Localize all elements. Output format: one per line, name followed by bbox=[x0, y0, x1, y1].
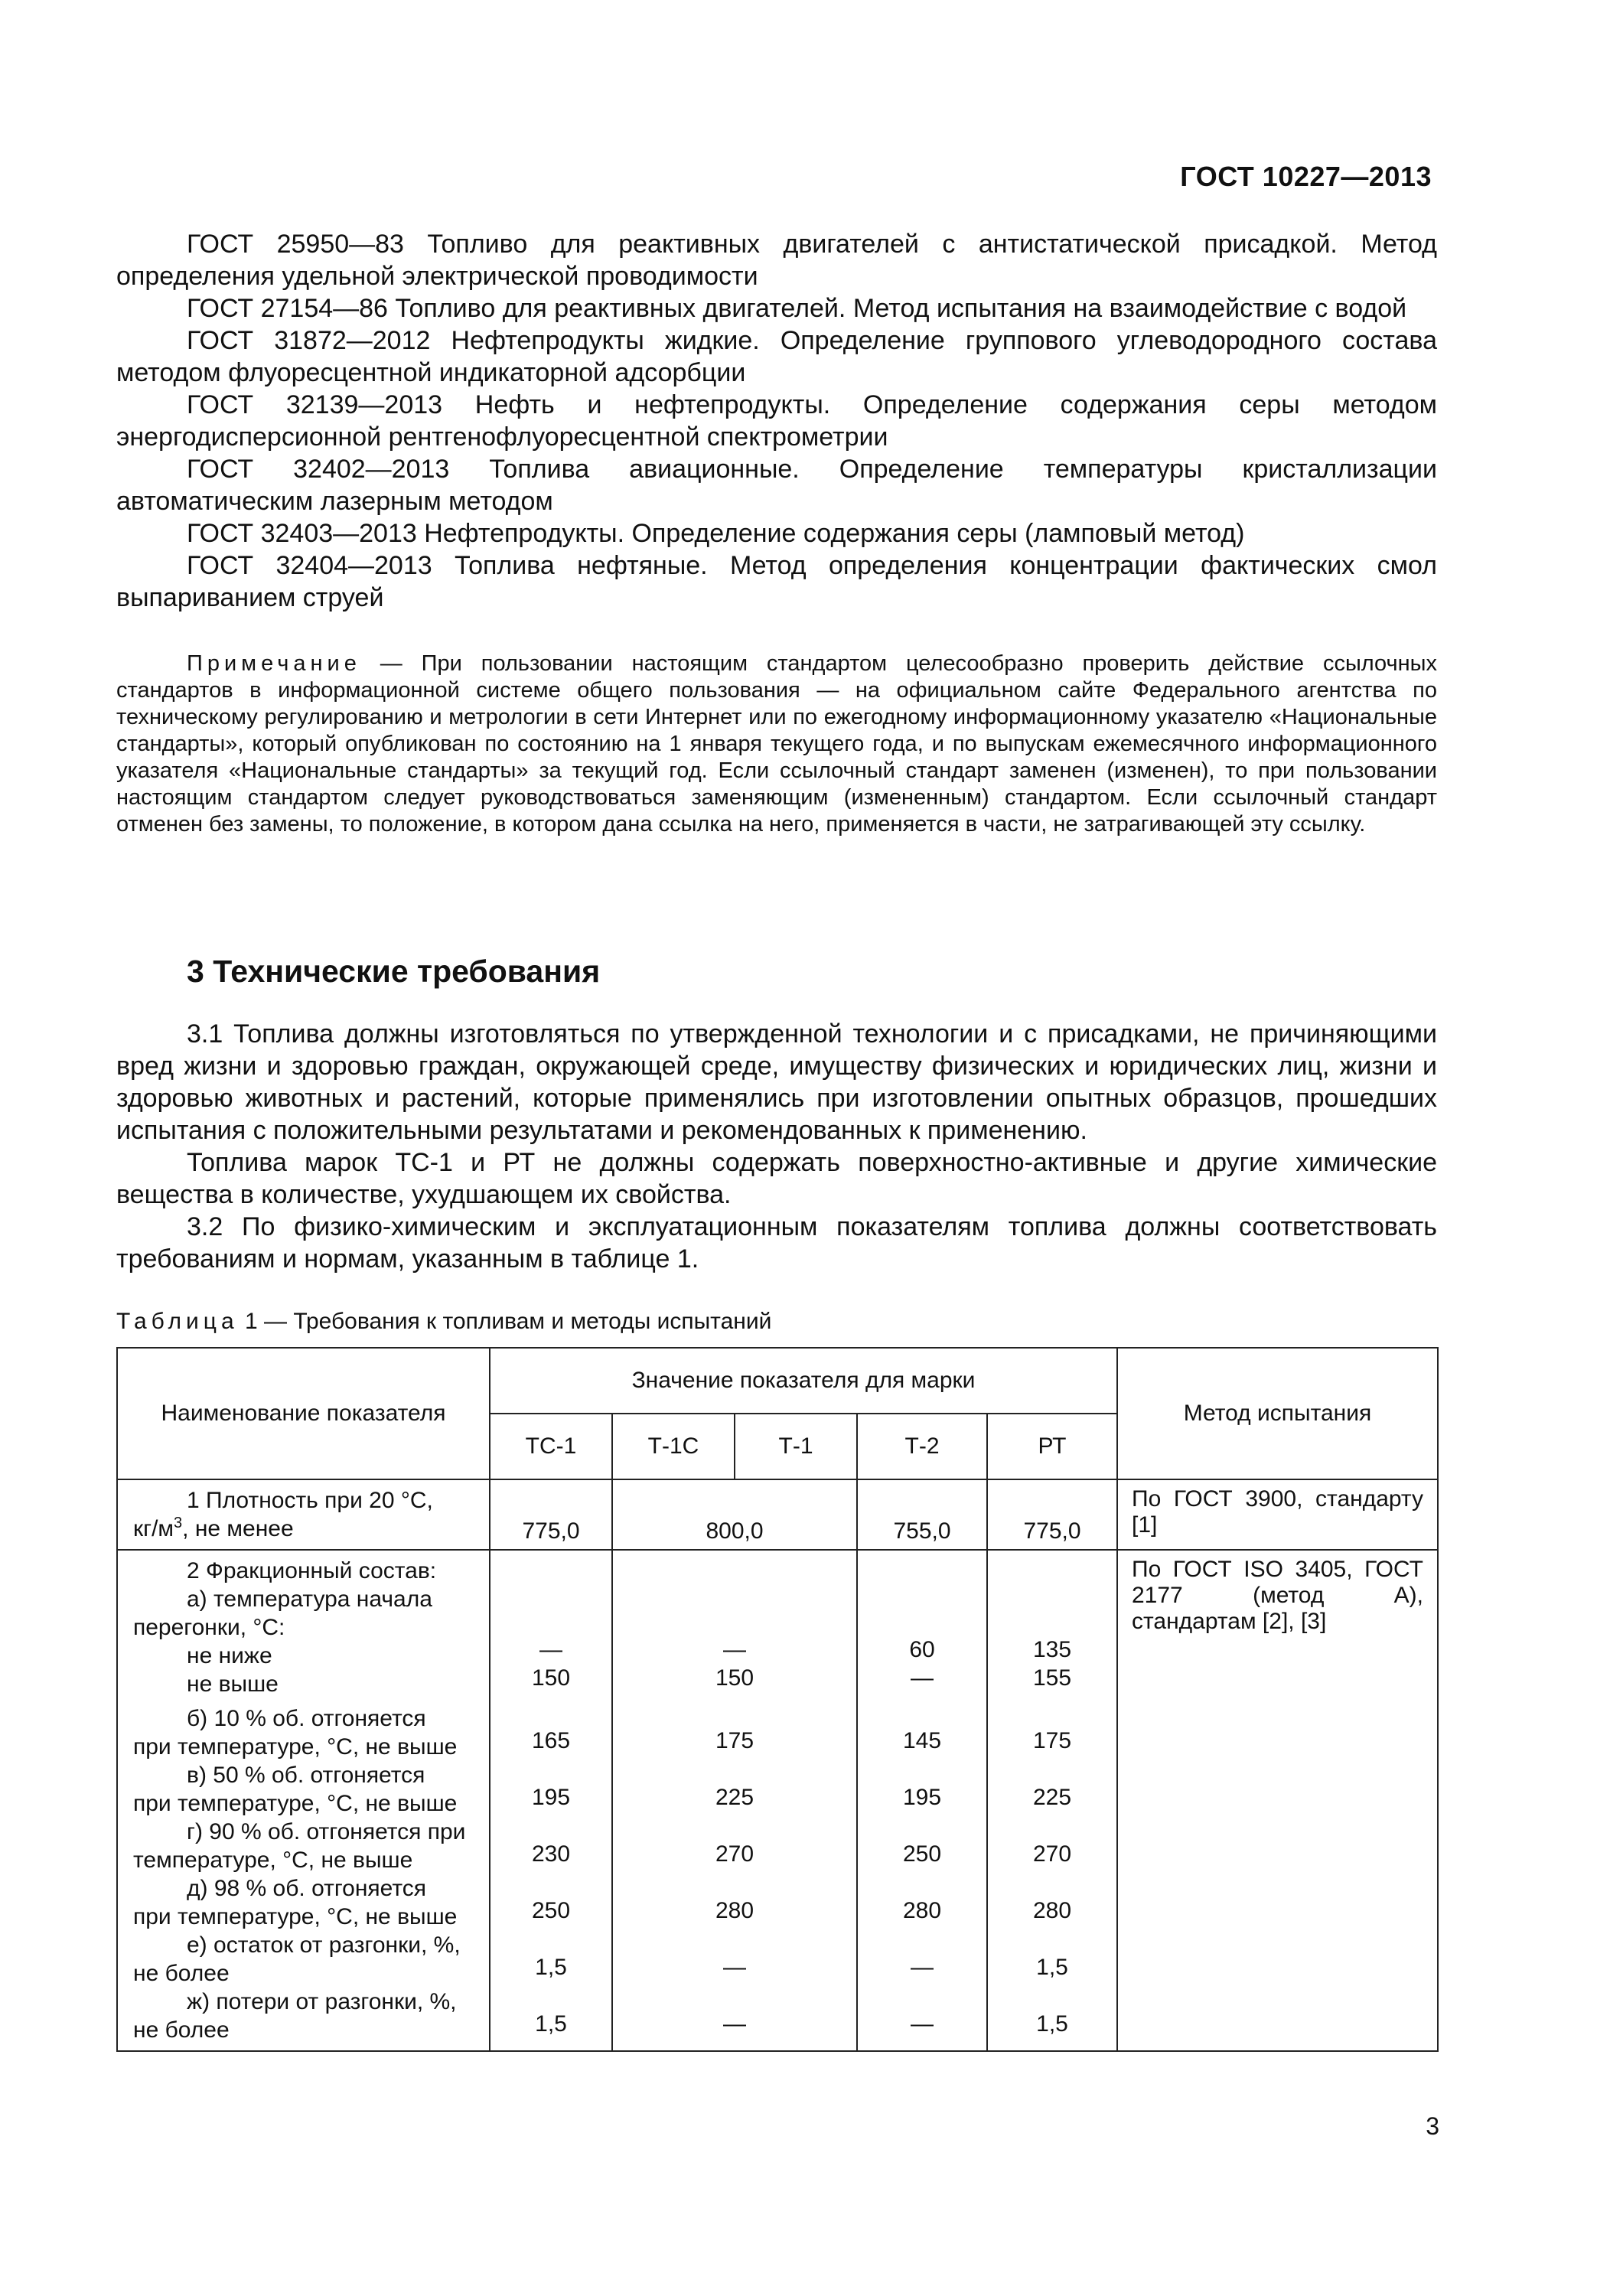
value-column-t1c-t1 bbox=[612, 1550, 857, 2051]
header-name: Наименование показателя bbox=[117, 1348, 490, 1479]
row-name-line: при температуре, °С, не выше bbox=[133, 1904, 458, 1929]
value-cell: 150 bbox=[715, 1665, 754, 1691]
value-cell: 250 bbox=[531, 1898, 571, 1923]
row-name-line: г) 90 % об. отгоняется при bbox=[187, 1819, 466, 1844]
row-name-line: д) 98 % об. отгоняется bbox=[187, 1876, 426, 1901]
table-caption-text: 1 — Требования к топливам и методы испытаний bbox=[238, 1309, 772, 1334]
value-cell: — bbox=[911, 1665, 934, 1691]
value-cell: 155 bbox=[1032, 1665, 1072, 1691]
value-cell: 175 bbox=[1032, 1728, 1072, 1753]
value-cell: 250 bbox=[902, 1841, 942, 1867]
value-cell: 1,5 bbox=[535, 2011, 567, 2037]
reference-item: ГОСТ 32403—2013 Нефтепродукты. Определение содержания серы (ламповый метод) bbox=[187, 519, 1245, 548]
value-cell: 1,5 bbox=[535, 1955, 567, 1980]
row-name-line: не более bbox=[133, 1961, 230, 1986]
section-body bbox=[116, 1018, 1437, 1275]
reference-item: ГОСТ 32139—2013 Нефть и нефтепродукты. Определение содержания серы методом энергодисперсионной рентгенофлуоресцентной спектрометрии bbox=[116, 390, 1437, 452]
unit-suffix: , не менее bbox=[182, 1516, 294, 1541]
page-number: 3 bbox=[1426, 2112, 1439, 2140]
row-name-line: 1 Плотность при 20 °С, bbox=[187, 1488, 433, 1513]
value-cell: 135 bbox=[1032, 1637, 1072, 1662]
row-name-line: в) 50 % об. отгоняется bbox=[187, 1763, 425, 1788]
table-header-row bbox=[117, 1348, 1438, 1414]
value-cell: 1,5 bbox=[1036, 2011, 1068, 2037]
row-name bbox=[117, 1479, 490, 1550]
row-name-line: перегонки, °С: bbox=[133, 1615, 285, 1640]
header-grade: Т-1 bbox=[735, 1414, 857, 1479]
normative-references-list bbox=[116, 228, 1437, 614]
note-label: Примечание bbox=[187, 651, 361, 676]
value-cell: 195 bbox=[531, 1785, 571, 1810]
row-name-line: при температуре, °С, не выше bbox=[133, 1734, 458, 1760]
table-caption-label: Таблица bbox=[116, 1309, 239, 1334]
value-cell: 1,5 bbox=[1036, 1955, 1068, 1980]
row-name-line bbox=[133, 1515, 475, 1543]
row-name-line: е) остаток от разгонки, %, bbox=[187, 1932, 461, 1958]
row-name bbox=[117, 1550, 490, 2051]
row-name-line: ж) потери от разгонки, %, bbox=[187, 1989, 457, 2014]
value-cell: — bbox=[723, 1955, 746, 1980]
value-cell: 280 bbox=[1032, 1898, 1072, 1923]
table-row bbox=[117, 1550, 1438, 2051]
row-name-line: не ниже bbox=[187, 1643, 272, 1668]
header-values: Значение показателя для марки bbox=[490, 1348, 1117, 1414]
row-name-line: не выше bbox=[187, 1671, 279, 1697]
reference-item: ГОСТ 32402—2013 Топлива авиационные. Определение температуры кристаллизации автоматическим лазерным методом bbox=[116, 455, 1437, 516]
value-cell: 60 bbox=[909, 1637, 935, 1662]
unit-superscript: 3 bbox=[174, 1515, 183, 1531]
value-cell: 195 bbox=[902, 1785, 942, 1810]
reference-item: ГОСТ 25950—83 Топливо для реактивных двигателей с антистатической присадкой. Метод определения удельной электрической проводимости bbox=[116, 230, 1437, 291]
method-cell: По ГОСТ 3900, стандарту [1] bbox=[1117, 1479, 1438, 1550]
value-cell: 800,0 bbox=[612, 1479, 857, 1550]
row-name-line: не более bbox=[133, 2017, 230, 2043]
value-cell: 225 bbox=[715, 1785, 754, 1810]
value-cell: 150 bbox=[531, 1665, 571, 1691]
table-caption bbox=[116, 1309, 771, 1335]
value-column-ts1 bbox=[490, 1550, 612, 2051]
reference-item: ГОСТ 31872—2012 Нефтепродукты жидкие. Определение группового углеводородного состава методом флуоресцентной индикаторной адсорбции bbox=[116, 326, 1437, 387]
table-row bbox=[117, 1479, 1438, 1550]
value-cell: 225 bbox=[1032, 1785, 1072, 1810]
value-cell: 755,0 bbox=[857, 1479, 987, 1550]
requirements-table bbox=[116, 1347, 1439, 2052]
value-cell: — bbox=[723, 1637, 746, 1662]
row-name-line: а) температура начала bbox=[187, 1587, 432, 1612]
value-cell: 270 bbox=[715, 1841, 754, 1867]
value-cell: 175 bbox=[715, 1728, 754, 1753]
header-method: Метод испытания bbox=[1117, 1348, 1438, 1479]
value-cell: — bbox=[723, 2011, 746, 2037]
value-cell: 270 bbox=[1032, 1841, 1072, 1867]
value-cell: 280 bbox=[715, 1898, 754, 1923]
row-name-line: температуре, °С, не выше bbox=[133, 1848, 413, 1873]
value-cell: 775,0 bbox=[987, 1479, 1117, 1550]
value-cell: 165 bbox=[531, 1728, 571, 1753]
paragraph-3-1-cont: Топлива марок ТС-1 и РТ не должны содержать поверхностно-активные и другие химические вещества в количестве, ухудшающем их свойства. bbox=[116, 1148, 1437, 1209]
value-cell: — bbox=[539, 1637, 562, 1662]
value-cell: 280 bbox=[902, 1898, 942, 1923]
row-name-line: 2 Фракционный состав: bbox=[187, 1558, 437, 1583]
reference-item: ГОСТ 32404—2013 Топлива нефтяные. Метод определения концентрации фактических смол выпариванием струей bbox=[116, 551, 1437, 612]
unit-text: кг/м bbox=[133, 1516, 174, 1541]
method-cell: По ГОСТ ISO 3405, ГОСТ 2177 (метод А), стандартам [2], [3] bbox=[1117, 1550, 1438, 2051]
value-cell: 775,0 bbox=[490, 1479, 612, 1550]
value-cell: 230 bbox=[531, 1841, 571, 1867]
value-cell: — bbox=[911, 2011, 934, 2037]
row-name-line: б) 10 % об. отгоняется bbox=[187, 1706, 426, 1731]
section-title: 3 Технические требования bbox=[187, 954, 601, 989]
value-column-t2 bbox=[857, 1550, 987, 2051]
paragraph-3-2: 3.2 По физико-химическим и эксплуатационным показателям топлива должны соответствовать требованиям и нормам, указанным в таблице 1. bbox=[116, 1212, 1437, 1274]
value-cell: — bbox=[911, 1955, 934, 1980]
note-text: — При пользовании настоящим стандартом целесообразно проверить действие ссылочных стандартов в информационной системе общего пользования — на официальном сайте Федерального агентства по техническому регулированию и метрологии в сети Интернет или по ежегодному информационному указателю «Национальные стандарты», который опубликован по состоянию на 1 января текущего года, и по выпускам ежемесячного информационного указателя «Национальные стандарты» за текущий год. Если ссылочный стандарт заменен (изменен), то при пользовании настоящим стандартом следует руководствоваться заменяющим (измененным) стандартом. Если ссылочный стандарт отменен без замены, то положение, в котором дана ссылка на него, применяется в части, не затрагивающей эту ссылку. bbox=[116, 651, 1437, 837]
value-cell: 145 bbox=[902, 1728, 942, 1753]
header-grade: ТС-1 bbox=[490, 1414, 612, 1479]
reference-item: ГОСТ 27154—86 Топливо для реактивных двигателей. Метод испытания на взаимодействие с водой bbox=[187, 294, 1407, 323]
document-header: ГОСТ 10227—2013 bbox=[1180, 161, 1432, 192]
header-grade: РТ bbox=[987, 1414, 1117, 1479]
row-name-line: при температуре, °С, не выше bbox=[133, 1791, 458, 1816]
value-column-rt bbox=[987, 1550, 1117, 2051]
note-paragraph bbox=[116, 651, 1437, 838]
paragraph-3-1: 3.1 Топлива должны изготовляться по утвержденной технологии и с присадками, не причиняющими вред жизни и здоровью граждан, окружающей среде, имуществу физических и юридических лиц, жизни и здоровью животных и растений, которые применялись при изготовлении опытных образцов, прошедших испытания с положительными результатами и рекомендованных к применению. bbox=[116, 1019, 1437, 1145]
header-grade: Т-1С bbox=[612, 1414, 735, 1479]
header-grade: Т-2 bbox=[857, 1414, 987, 1479]
